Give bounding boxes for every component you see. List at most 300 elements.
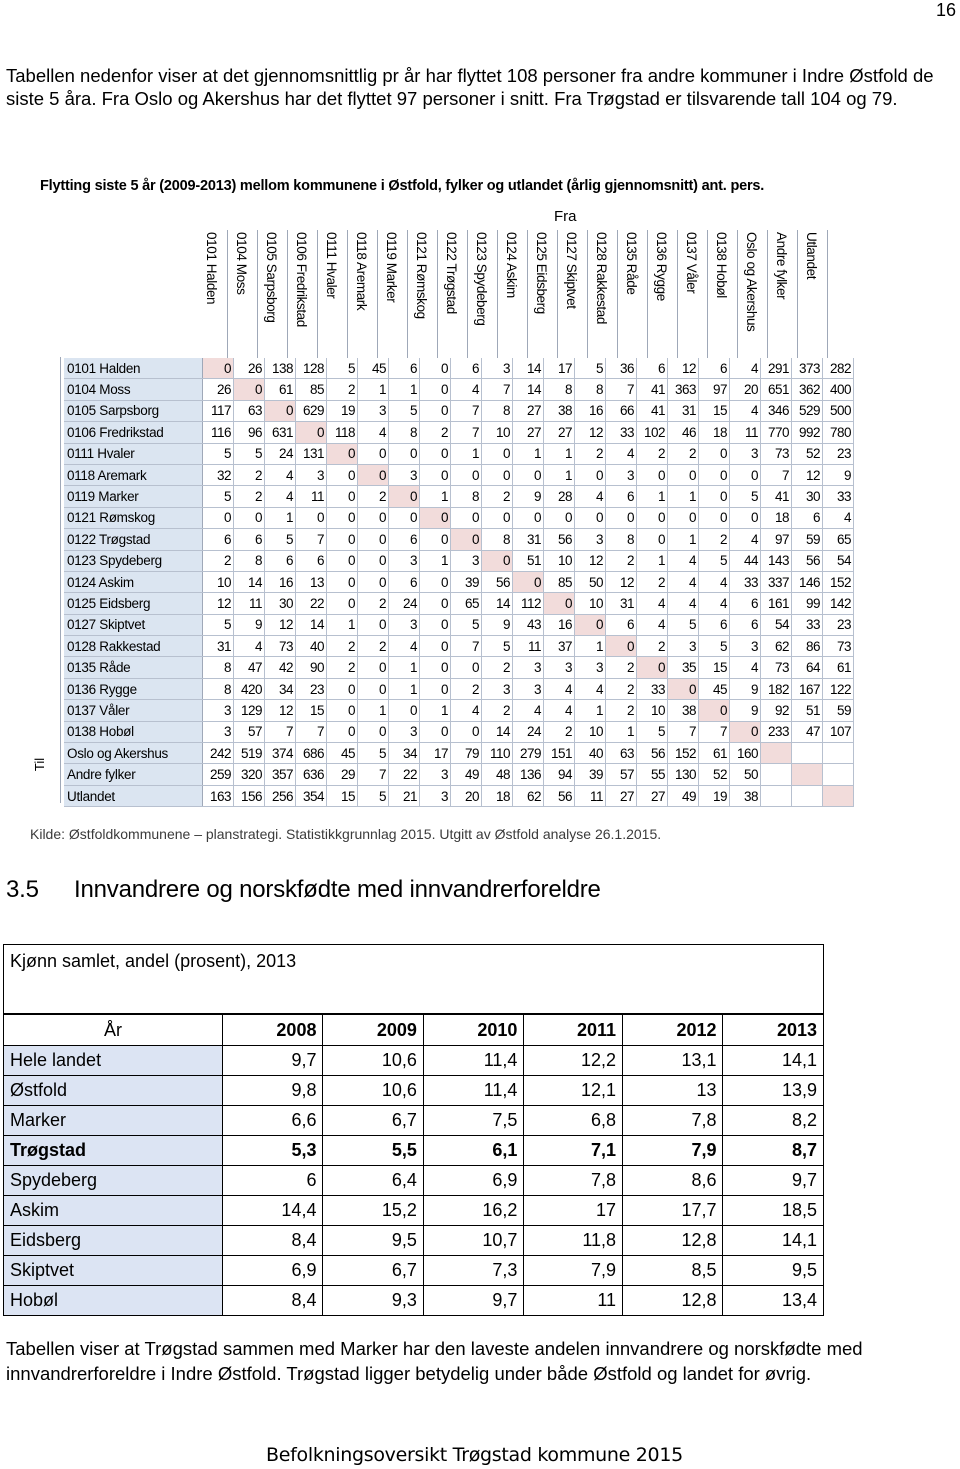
matrix-cell: 5 [451, 614, 482, 635]
matrix-cell: 0 [637, 464, 668, 485]
matrix-column-header [530, 232, 558, 358]
matrix-cell: 8 [544, 379, 575, 400]
matrix-cell: 46 [668, 422, 699, 443]
matrix-cell: 3 [389, 550, 420, 571]
matrix-cell: 48 [482, 764, 513, 785]
matrix-cell: 10 [575, 593, 606, 614]
matrix-cell: 44 [730, 550, 761, 571]
matrix-column-header-label: 0128 Rakkestad [594, 232, 609, 324]
matrix-row [64, 636, 854, 657]
matrix-cell: 0 [327, 443, 358, 464]
table-caption-row [4, 945, 824, 1015]
table-cell: 12,2 [524, 1046, 623, 1076]
matrix-cell: 0 [606, 507, 637, 528]
matrix-cell: 33 [730, 571, 761, 592]
matrix-cell: 29 [327, 764, 358, 785]
matrix-cell: 3 [668, 636, 699, 657]
matrix-cell: 2 [482, 657, 513, 678]
matrix-cell: 6 [606, 614, 637, 635]
matrix-cell: 6 [699, 614, 730, 635]
matrix-cell: 1 [668, 486, 699, 507]
matrix-cell: 2 [606, 700, 637, 721]
matrix-cell: 52 [792, 443, 823, 464]
matrix-cell: 5 [637, 721, 668, 742]
matrix-cell: 4 [513, 700, 544, 721]
matrix-cell: 0 [420, 657, 451, 678]
matrix-cell: 6 [234, 529, 265, 550]
table-cell: 6,4 [323, 1166, 423, 1196]
matrix-cell: 20 [451, 785, 482, 806]
matrix-cell: 6 [296, 550, 327, 571]
matrix-row-label: 0135 Råde [64, 657, 203, 678]
matrix-row [64, 550, 854, 571]
matrix-cell [823, 785, 854, 806]
table-cell: 9,3 [323, 1286, 423, 1316]
matrix-cell: 27 [513, 422, 544, 443]
matrix-cell: 54 [761, 614, 792, 635]
matrix-cell: 6 [389, 529, 420, 550]
matrix-cell: 6 [606, 486, 637, 507]
matrix-cell: 0 [730, 507, 761, 528]
matrix-column-header-label: Andre fylker [774, 232, 789, 300]
matrix-cell: 2 [544, 721, 575, 742]
matrix-cell: 2 [668, 443, 699, 464]
matrix-cell: 55 [637, 764, 668, 785]
matrix-column-header [260, 232, 288, 358]
table-cell: 7,5 [423, 1106, 523, 1136]
table-header-cell: 2008 [223, 1014, 323, 1046]
matrix-cell: 4 [730, 657, 761, 678]
matrix-cell: 0 [513, 464, 544, 485]
matrix-cell: 0 [513, 507, 544, 528]
matrix-cell: 5 [358, 743, 389, 764]
table-row [4, 1076, 824, 1106]
matrix-cell: 94 [544, 764, 575, 785]
matrix-cell: 0 [358, 614, 389, 635]
matrix-cell: 4 [730, 529, 761, 550]
matrix-cell: 73 [823, 636, 854, 657]
matrix-cell: 2 [575, 443, 606, 464]
matrix-cell [823, 743, 854, 764]
matrix-cell: 182 [761, 678, 792, 699]
matrix-cell: 12 [575, 550, 606, 571]
table-cell: 7,8 [623, 1106, 723, 1136]
matrix-cell: 0 [420, 529, 451, 550]
matrix-cell: 33 [606, 422, 637, 443]
matrix-column-header-label: 0111 Hvaler [324, 232, 339, 299]
table-cell: 8,4 [223, 1286, 323, 1316]
matrix-cell: 346 [761, 400, 792, 421]
matrix-cell: 0 [699, 700, 730, 721]
matrix-cell: 4 [265, 486, 296, 507]
matrix-cell: 0 [668, 464, 699, 485]
table-cell: 15,2 [323, 1196, 423, 1226]
table-header-cell: År [4, 1014, 223, 1046]
matrix-cell: 8 [451, 486, 482, 507]
table-row-label: Skiptvet [4, 1256, 223, 1286]
matrix-cell: 96 [234, 422, 265, 443]
intro-paragraph: Tabellen nedenfor viser at det gjennomsnittlig pr år har flyttet 108 personer fra andre kommuner i Indre Østfold de siste 5 åra. Fra Oslo og Akershus har det flyttet 97 personer i snitt. Fra Trøgstad er tilsvarende tall 104 og 79. [6, 65, 934, 109]
matrix-cell: 0 [451, 721, 482, 742]
matrix-cell: 23 [823, 614, 854, 635]
table-cell: 13,4 [723, 1286, 824, 1316]
table-cell: 9,7 [723, 1166, 824, 1196]
matrix-cell: 15 [327, 785, 358, 806]
matrix-cell: 6 [203, 529, 234, 550]
matrix-cell: 373 [792, 358, 823, 379]
matrix-cell: 0 [544, 507, 575, 528]
matrix-cell: 0 [420, 593, 451, 614]
matrix-row [64, 614, 854, 635]
matrix-cell: 61 [265, 379, 296, 400]
table-cell: 16,2 [423, 1196, 523, 1226]
matrix-cell: 0 [389, 486, 420, 507]
matrix-cell: 52 [699, 764, 730, 785]
matrix-cell: 5 [327, 358, 358, 379]
matrix-cell: 3 [203, 700, 234, 721]
matrix-cell: 256 [265, 785, 296, 806]
matrix-cell: 51 [513, 550, 544, 571]
matrix-cell: 16 [265, 571, 296, 592]
matrix-cell: 99 [792, 593, 823, 614]
matrix-cell: 56 [792, 550, 823, 571]
matrix-cell: 7 [451, 422, 482, 443]
matrix-cell: 0 [513, 571, 544, 592]
matrix-cell: 9 [730, 678, 761, 699]
matrix-cell: 5 [234, 443, 265, 464]
matrix-cell: 152 [823, 571, 854, 592]
matrix-cell: 9 [234, 614, 265, 635]
matrix-column-header [350, 232, 378, 358]
matrix-cell: 9 [513, 486, 544, 507]
matrix-row-label: 0106 Fredrikstad [64, 422, 203, 443]
matrix-cell: 14 [234, 571, 265, 592]
matrix-cell: 0 [327, 700, 358, 721]
matrix-cell: 7 [451, 400, 482, 421]
matrix-cell: 1 [544, 464, 575, 485]
matrix-cell: 17 [420, 743, 451, 764]
matrix-cell: 11 [513, 636, 544, 657]
table-cell: 12,1 [524, 1076, 623, 1106]
matrix-cell: 128 [296, 358, 327, 379]
matrix-cell: 363 [668, 379, 699, 400]
matrix-cell: 3 [482, 678, 513, 699]
matrix-cell: 4 [234, 636, 265, 657]
matrix-cell: 7 [482, 379, 513, 400]
matrix-cell: 0 [730, 721, 761, 742]
matrix-cell: 6 [792, 507, 823, 528]
matrix-cell: 10 [482, 422, 513, 443]
matrix-cell: 54 [823, 550, 854, 571]
matrix-cell: 4 [544, 700, 575, 721]
matrix-cell: 62 [513, 785, 544, 806]
matrix-cell: 0 [420, 636, 451, 657]
table-cell: 11,4 [423, 1046, 523, 1076]
matrix-cell: 259 [203, 764, 234, 785]
table-cell: 11 [524, 1286, 623, 1316]
matrix-cell: 161 [761, 593, 792, 614]
matrix-row-label: 0125 Eidsberg [64, 593, 203, 614]
table-cell: 5,5 [323, 1136, 423, 1166]
matrix-cell: 130 [668, 764, 699, 785]
matrix-cell: 45 [358, 358, 389, 379]
matrix-cell: 40 [575, 743, 606, 764]
matrix-cell [792, 764, 823, 785]
matrix-cell: 1 [420, 550, 451, 571]
matrix-row [64, 529, 854, 550]
matrix-cell: 1 [575, 700, 606, 721]
matrix-cell: 33 [792, 614, 823, 635]
matrix-column-header-label: 0135 Råde [624, 232, 639, 295]
table-cell: 7,8 [524, 1166, 623, 1196]
matrix-cell: 2 [358, 486, 389, 507]
source-note: Kilde: Østfoldkommunene – planstrategi. Statistikkgrunnlag 2015. Utgitt av Østfold analyse 26.1.2015. [30, 826, 662, 842]
matrix-cell: 62 [761, 636, 792, 657]
matrix-cell: 97 [699, 379, 730, 400]
matrix-cell: 337 [761, 571, 792, 592]
matrix-cell: 0 [327, 593, 358, 614]
matrix-cell: 2 [637, 571, 668, 592]
matrix-cell: 629 [296, 400, 327, 421]
matrix-cell: 1 [389, 678, 420, 699]
matrix-cell: 23 [823, 443, 854, 464]
matrix-cell: 4 [668, 593, 699, 614]
table-cell: 6,9 [223, 1256, 323, 1286]
matrix-cell: 26 [203, 379, 234, 400]
matrix-cell: 45 [699, 678, 730, 699]
matrix-cell: 8 [482, 529, 513, 550]
matrix-cell: 11 [296, 486, 327, 507]
matrix-row [64, 657, 854, 678]
matrix-row-label: Oslo og Akershus [64, 743, 203, 764]
table-cell: 18,5 [723, 1196, 824, 1226]
matrix-cell: 34 [265, 678, 296, 699]
matrix-cell: 0 [637, 529, 668, 550]
matrix-cell: 22 [389, 764, 420, 785]
table-cell: 8,4 [223, 1226, 323, 1256]
matrix-cell: 12 [265, 700, 296, 721]
matrix-cell: 2 [606, 550, 637, 571]
matrix-cell: 73 [265, 636, 296, 657]
matrix-cell: 3 [730, 443, 761, 464]
matrix-cell: 129 [234, 700, 265, 721]
matrix-cell: 112 [513, 593, 544, 614]
matrix-cell: 0 [358, 678, 389, 699]
matrix-cell: 13 [296, 571, 327, 592]
matrix-cell: 117 [203, 400, 234, 421]
matrix-cell: 4 [358, 422, 389, 443]
table-row-label: Marker [4, 1106, 223, 1136]
matrix-cell: 0 [327, 486, 358, 507]
matrix-cell: 0 [327, 550, 358, 571]
matrix-cell: 0 [296, 422, 327, 443]
matrix-cell: 20 [730, 379, 761, 400]
matrix-cell: 18 [699, 422, 730, 443]
matrix-cell: 0 [327, 464, 358, 485]
matrix-cell: 3 [358, 400, 389, 421]
matrix-column-header-label: 0101 Halden [204, 232, 219, 305]
matrix-cell: 4 [389, 636, 420, 657]
matrix-column-header [560, 232, 588, 358]
matrix-cell: 14 [296, 614, 327, 635]
matrix-cell: 2 [637, 443, 668, 464]
matrix-cell: 1 [420, 700, 451, 721]
matrix-cell: 1 [389, 379, 420, 400]
table-cell: 11,8 [524, 1226, 623, 1256]
matrix-cell: 4 [668, 550, 699, 571]
matrix-row-label: 0122 Trøgstad [64, 529, 203, 550]
table-cell: 6,6 [223, 1106, 323, 1136]
matrix-cell: 2 [606, 678, 637, 699]
matrix-cell: 1 [451, 443, 482, 464]
matrix-cell: 38 [544, 400, 575, 421]
matrix-cell: 12 [203, 593, 234, 614]
matrix-column-header-label: 0104 Moss [234, 232, 249, 295]
matrix-cell: 28 [544, 486, 575, 507]
matrix-cell: 0 [420, 400, 451, 421]
matrix-cell: 122 [823, 678, 854, 699]
table-cell: 9,7 [423, 1286, 523, 1316]
matrix-cell: 92 [761, 700, 792, 721]
matrix-title: Flytting siste 5 år (2009-2013) mellom kommunene i Østfold, fylker og utlandet (årlig gjennomsnitt) ant. pers. [40, 178, 765, 194]
matrix-cell: 5 [482, 636, 513, 657]
table-cell: 9,5 [723, 1256, 824, 1286]
table-row-label: Spydeberg [4, 1166, 223, 1196]
matrix-row-label: 0127 Skiptvet [64, 614, 203, 635]
matrix-column-header [590, 232, 618, 358]
table-cell: 6,7 [323, 1106, 423, 1136]
matrix-cell: 0 [482, 464, 513, 485]
matrix-row [64, 464, 854, 485]
matrix-cell: 42 [265, 657, 296, 678]
matrix-cell: 79 [451, 743, 482, 764]
matrix-cell: 14 [482, 593, 513, 614]
matrix-cell: 0 [668, 678, 699, 699]
matrix-cell: 0 [358, 443, 389, 464]
immigrant-share-table [3, 944, 824, 1316]
matrix-cell: 6 [730, 593, 761, 614]
matrix-cell: 3 [575, 657, 606, 678]
matrix-cell: 56 [482, 571, 513, 592]
matrix-row-label: 0104 Moss [64, 379, 203, 400]
matrix-cell: 33 [823, 486, 854, 507]
matrix-cell: 32 [203, 464, 234, 485]
table-row-label: Eidsberg [4, 1226, 223, 1256]
matrix-cell: 3 [513, 657, 544, 678]
matrix-row [64, 486, 854, 507]
matrix-column-header-label: 0127 Skiptvet [564, 232, 579, 309]
matrix-cell: 31 [513, 529, 544, 550]
migration-matrix [32, 174, 935, 806]
matrix-cell: 5 [358, 785, 389, 806]
matrix-cell: 57 [234, 721, 265, 742]
matrix-cell: 1 [575, 636, 606, 657]
matrix-cell: 6 [451, 358, 482, 379]
matrix-cell: 0 [420, 614, 451, 635]
matrix-cell: 19 [327, 400, 358, 421]
matrix-row-label: 0124 Askim [64, 571, 203, 592]
matrix-cell: 1 [327, 614, 358, 635]
matrix-cell: 6 [265, 550, 296, 571]
matrix-cell: 2 [327, 657, 358, 678]
matrix-cell: 11 [730, 422, 761, 443]
matrix-cell: 50 [575, 571, 606, 592]
matrix-column-header [440, 232, 468, 358]
matrix-cell: 3 [296, 464, 327, 485]
matrix-cell: 529 [792, 400, 823, 421]
matrix-cell: 116 [203, 422, 234, 443]
matrix-cell: 8 [203, 678, 234, 699]
matrix-cell: 0 [730, 464, 761, 485]
matrix-cell: 4 [606, 443, 637, 464]
matrix-cell: 1 [637, 550, 668, 571]
matrix-cell: 26 [234, 358, 265, 379]
matrix-cell: 5 [203, 486, 234, 507]
matrix-cell: 0 [699, 464, 730, 485]
matrix-cell: 41 [637, 400, 668, 421]
matrix-cell: 49 [451, 764, 482, 785]
matrix-cell: 4 [265, 464, 296, 485]
table-cell: 10,7 [423, 1226, 523, 1256]
table-cell: 7,9 [623, 1136, 723, 1166]
matrix-cell: 7 [265, 721, 296, 742]
matrix-row-label: 0105 Sarpsborg [64, 400, 203, 421]
matrix-cell: 47 [792, 721, 823, 742]
table-cell: 8,5 [623, 1256, 723, 1286]
matrix-cell: 30 [265, 593, 296, 614]
matrix-cell: 3 [451, 550, 482, 571]
matrix-cell: 19 [699, 785, 730, 806]
matrix-column-header [770, 232, 798, 358]
table-row [4, 1136, 824, 1166]
table-cell: 10,6 [323, 1076, 423, 1106]
section-number: 3.5 [6, 876, 39, 903]
table-cell: 14,1 [723, 1046, 824, 1076]
matrix-row [64, 721, 854, 742]
table-row [4, 1166, 824, 1196]
matrix-cell: 38 [668, 700, 699, 721]
matrix-cell: 30 [792, 486, 823, 507]
table-cell: 6,7 [323, 1256, 423, 1286]
section-heading [6, 876, 601, 904]
matrix-cell: 0 [482, 443, 513, 464]
matrix-cell: 5 [668, 614, 699, 635]
matrix-column-header [380, 232, 408, 358]
matrix-column-header [680, 232, 708, 358]
matrix-cell: 85 [296, 379, 327, 400]
matrix-cell: 146 [792, 571, 823, 592]
matrix-cell: 1 [668, 529, 699, 550]
matrix-cell: 1 [513, 443, 544, 464]
matrix-cell: 11 [234, 593, 265, 614]
matrix-cell: 56 [544, 529, 575, 550]
matrix-cell: 86 [792, 636, 823, 657]
table-row-label: Trøgstad [4, 1136, 223, 1166]
matrix-cell: 51 [792, 700, 823, 721]
matrix-row [64, 507, 854, 528]
matrix-cell: 15 [699, 400, 730, 421]
matrix-cell: 631 [265, 422, 296, 443]
matrix-cell: 992 [792, 422, 823, 443]
matrix-cell: 143 [761, 550, 792, 571]
matrix-cell: 10 [575, 721, 606, 742]
matrix-cell: 3 [544, 657, 575, 678]
matrix-cell: 73 [761, 657, 792, 678]
matrix-column-header-label: 0105 Sarpsborg [264, 232, 279, 323]
matrix-cell: 0 [389, 700, 420, 721]
matrix-cell: 0 [203, 358, 234, 379]
matrix-cell: 2 [234, 486, 265, 507]
